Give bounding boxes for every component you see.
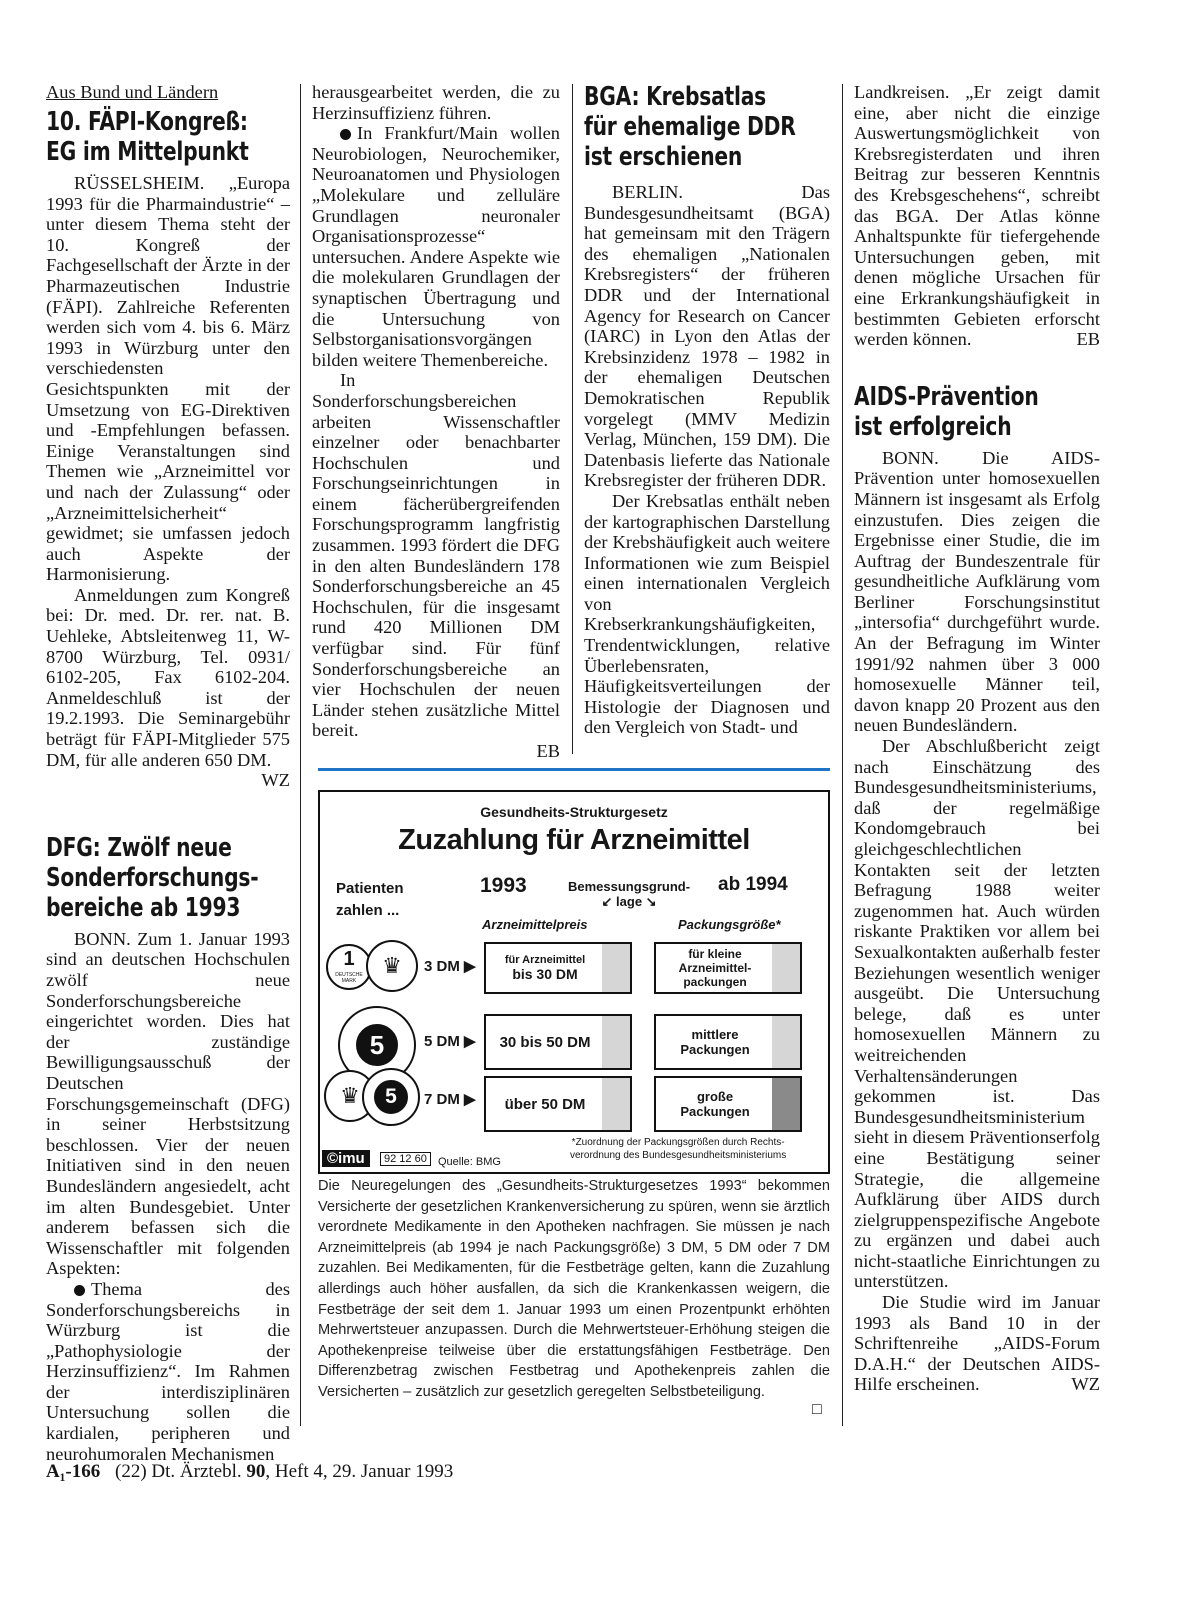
blister-icon — [772, 1078, 800, 1130]
article-paragraph: BERLIN. Das Bundesgesundheitsamt (BGA) hat gemeinsam mit den Trägern des ehemaligen „Nationalen Krebsregisters“ der früheren DDR und der International Agency for Research on Cancer (IARC) in Lyon den Atlas der Krebsinzidenz 1978 – 1982 in der ehemaligen Deutschen Demokratischen Republik vorgelegt (MMV Medizin Verlag, München, 159 DM). Die Datenbasis lieferte das Nationale Krebsregister der früheren DDR. — [584, 182, 830, 491]
column-3 — [584, 82, 830, 738]
column-rule — [300, 84, 301, 1426]
article-title: BGA: Krebsatlas für ehemalige DDR ist erschienen — [584, 82, 796, 172]
column-2 — [312, 82, 560, 762]
article-paragraph: In Sonderforschungsbereichen arbeiten Wissenschaftler einzelner oder benachbarter Hochschulen und Forschungseinrichtungen in einem fächerübergreifenden Forschungsprogramm langfristig zusammen. 1993 fördert die DFG in den alten Bundesländern 178 Sonderforschungsbereiche an 45 Hochschulen, für die insgesamt rund 420 Millionen DM verfügbar sind. Für fünf Sonderforschungsbereiche an vier Hochschulen der neuen Länder stehen zusätzliche Mittel bereit. — [312, 370, 560, 741]
article-paragraph: BONN. Die AIDS-Prävention unter homosexuellen Männern ist insgesamt als Erfolg einzustufen. Dies zeigen die Ergebnisse einer Studie, die im Auftrag der Bundeszentrale für gesundheitliche Aufklärung vom Berliner Forschungsinstitut „intersofia“ durchgeführt wurde. An der Befragung im Winter 1991/92 nahmen über 3 000 homosexuelle Männer teil, davon knapp 20 Prozent aus den neuen Bundesländern. — [854, 447, 1100, 736]
amount-5dm: 5 DM ▶ — [424, 1033, 476, 1050]
column-1 — [46, 82, 290, 1464]
article-paragraph: Anmeldungen zum Kongreß bei: Dr. med. Dr. rer. nat. B. Uehleke, Abtsleitenweg 11, W-8700 Würzburg, Tel. 0931/ 6102-205, Fax 6102-204. Anmeldeschluß ist der 19.2.1993. Die Seminargebühr beträgt für FÄPI-Mitglieder 575 DM, für alle anderen 650 DM. — [46, 584, 290, 770]
graphic-subtitle: Gesundheits-Strukturgesetz — [480, 804, 668, 820]
blister-icon — [602, 944, 630, 992]
article-paragraph: Der Abschlußbericht zeigt nach Einschätzung des Bundesgesundheitsministeriums, daß der regelmäßige Kondomgebrauch bei gleichgeschlechtlichen Kontakten seit der letzten Befragung 1988 weiter zugenommen hat. Auch würden riskante Praktiken vor allem bei Sexualkontakten außerhalb fester Beziehungen wesentlich weniger ausgeübt. Die Untersuchung belege, daß es unter homosexuellen Männern zu weitreichenden Verhaltensänderungen gekommen ist. Das Bundesgesundheitsministerium sieht in diesem Präventionserfolg eine Bestätigung seiner Strategie, die allgemeine Aufklärung über AIDS durch zielgruppenspezifische Angebote zu ergänzen und dabei auch nicht-staatliche Einrichtungen zu unterstützen. — [854, 736, 1100, 1292]
article-paragraph: RÜSSELSHEIM. „Europa 1993 für die Pharmaindustrie“ – unter diesem Thema steht der 10. Kongreß der Fachgesellschaft der Ärzte in der Pharmazeutischen Industrie (FÄPI). Zahlreiche Referenten werden sich vom 4. bis 6. März 1993 in Würzburg unter den verschiedensten Gesichtspunkten mit der Umsetzung von EG-Direktiven und -Empfehlungen befassen. Einige Veranstaltungen sind Themen wie „Arzneimittel vor und nach der Zulassung“ oder „Arzneimittelsicherheit“ gewidmet; sie umfassen jedoch auch Aspekte der Harmonisierung. — [46, 173, 290, 585]
eagle-coin — [366, 940, 418, 992]
amount-3dm: 3 DM ▶ — [424, 958, 476, 975]
eagle-icon: ♛ — [382, 953, 402, 978]
article-paragraph: Landkreisen. „Er zeigt damit eine, aber nicht die einzige Auswertungsmöglichkeit von Krebsregisterdaten und ihren Beitrag zur besseren Kenntnis des Krebsgeschehens“, schreibt das BGA. Der Atlas könne Anhaltspunkte für tiefergehende Untersuchungen geben, mit denen mögliche Ursachen für eine Erkrankungshäufigkeit in bestimmten Gebieten erforscht werden können. — [854, 82, 1100, 350]
blister-icon — [772, 1016, 800, 1068]
basis-label: Bemessungsgrund- ↙ lage ↘ — [568, 879, 691, 909]
graphic-code: 92 12 60 — [380, 1152, 431, 1166]
pack-box-1: für kleine Arzneimittel- packungen — [654, 942, 802, 994]
bullet-paragraph: Thema des Sonderforschungsbereichs in Würzburg ist die „Pathophysiologie der Herzinsuffizienz“. Im Rahmen der interdisziplinären Untersuchung sollen die kardialen, peripheren und neurohumoralen Mechanismen — [46, 1278, 290, 1464]
author-signature: EB — [536, 741, 560, 761]
blister-icon — [602, 1078, 630, 1130]
price-box-3: über 50 DM — [484, 1076, 632, 1132]
article-title: 10. FÄPI-Kongreß: EG im Mittelpunkt — [46, 107, 249, 167]
price-box-2: 30 bis 50 DM — [484, 1014, 632, 1070]
article-title: AIDS-Prävention ist erfolgreich — [854, 381, 1039, 442]
price-box-1: für Arzneimittel bis 30 DM — [484, 942, 632, 994]
year-1994: ab 1994 — [718, 874, 788, 895]
coin-1-dm: 1 DEUTSCHE MARK — [326, 944, 372, 990]
basis-price: Arzneimittelpreis — [482, 917, 588, 932]
pack-box-2: mittlere Packungen — [654, 1014, 802, 1070]
blister-icon — [602, 1016, 630, 1068]
section-label: Aus Bund und Ländern — [46, 82, 219, 102]
page-footer: A₁-166 (22) Dt. Ärztebl. 90, Heft 4, 29. Januar 1993 — [46, 1461, 454, 1482]
pack-box-3: große Packungen — [654, 1076, 802, 1132]
coin-5-dm: 5 — [338, 1006, 416, 1084]
blue-separator — [318, 768, 830, 771]
amount-7dm: 7 DM ▶ — [424, 1091, 476, 1108]
graphic-caption: Die Neuregelungen des „Gesundheits-Strukturgesetzes 1993“ bekommen Versicherte der gesetzlichen Krankenversicherung zu spüren, wenn sie ärztlich verordnete Medikamente in den Apotheken nachfragen. Sie müssen je nach Arzneimittelpreis (ab 1994 je nach Packungsgröße) 3 DM, 5 DM oder 7 DM zuzahlen. Bei Medikamenten, für die Festbeträge gelten, kann die Zuzahlung allerdings auch höher ausfallen, da sich die Krankenkassen weigern, die Festbeträge der seit dem 1. Januar 1993 um einen Prozentpunkt erhöhten Mehrwertsteuer anzupassen. Durch die Mehrwertsteuer-Erhöhung steigen die Apothekenpreise teilweise über die erstattungsfähigen Festbeträge. Den Differenzbetrag zwischen Festbetrag und Apothekenpreis zahlen die Versicherten – zusätzlich zur gesetzlich geregelten Selbstbeteiligung. — [318, 1178, 830, 1400]
column-4 — [854, 82, 1100, 1395]
author-signature: EB — [1076, 329, 1100, 350]
infographic — [318, 790, 830, 1174]
author-signature: WZ — [261, 770, 290, 791]
article-paragraph: BONN. Zum 1. Januar 1993 sind an deutschen Hochschulen zwölf neue Sonderforschungsbereiche eingerichtet worden. Dies hat der zuständige Bewilligungsausschuß der Deutschen Forschungsgemeinschaft (DFG) in seiner Herbstsitzung beschlossen. Vier der neuen Initiativen sind in den neuen Bundesländern angesiedelt, acht im alten Bundesgebiet. Unter anderem befassen sich die Wissenschaftler mit folgenden Aspekten: — [46, 928, 290, 1279]
bullet-paragraph: In Frankfurt/Main wollen Neurobiologen, Neurochemiker, Neuroanatomen und Physiologen „Molekulare und zelluläre Grundlagen neuronaler Organisationsprozesse“ untersuchen. Andere Aspekte wie die molekularen Grundlagen der synaptischen Übertragung und die Untersuchung von Selbstorganisationsvorgängen bilden weitere Themenbereiche. — [312, 123, 560, 370]
year-1993: 1993 — [480, 874, 527, 897]
blister-icon — [772, 944, 800, 992]
graphic-source: Quelle: BMG — [438, 1156, 501, 1168]
bullet-icon — [340, 129, 351, 140]
basis-pack: Packungsgröße* — [678, 917, 781, 932]
column-rule — [572, 84, 573, 754]
author-signature: WZ — [1071, 1374, 1100, 1395]
end-mark: □ — [812, 1401, 822, 1418]
graphic-title: Zuzahlung für Arzneimittel — [398, 824, 750, 856]
imu-logo: ©imu — [322, 1150, 370, 1167]
article-paragraph: Der Krebsatlas enthält neben der kartographischen Darstellung der Krebshäufigkeit auch weitere Informationen wie zum Beispiel einen internationalen Vergleich von Krebserkrankungshäufigkeiten, Trendentwicklungen, relative Überlebensraten, Häufigkeitsverteilungen der Histologie der Diagnosen und den Vergleich von Stadt- und — [584, 490, 830, 738]
article-title: DFG: Zwölf neue Sonderforschungs- bereiche ab 1993 — [46, 832, 259, 923]
page-number: A₁-166 — [46, 1461, 101, 1482]
footnote: *Zuordnung der Packungsgrößen durch Rechts- verordnung des Bundesgesundheitsministeriums — [570, 1137, 787, 1161]
article-paragraph: Die Studie wird im Januar 1993 als Band 10 in der Schriftenreihe „AIDS-Forum D.A.H.“ der Deutschen AIDS-Hilfe erscheinen. — [854, 1292, 1100, 1395]
bullet-icon — [74, 1285, 85, 1296]
coin-5-dm: 5 — [362, 1068, 420, 1126]
column-rule — [842, 84, 843, 1426]
article-paragraph: herausgearbeitet werden, die zu Herzinsuffizienz führen. — [312, 82, 560, 123]
eagle-icon: ♛ — [340, 1083, 360, 1108]
patients-label: Patienten zahlen ... — [336, 880, 404, 919]
